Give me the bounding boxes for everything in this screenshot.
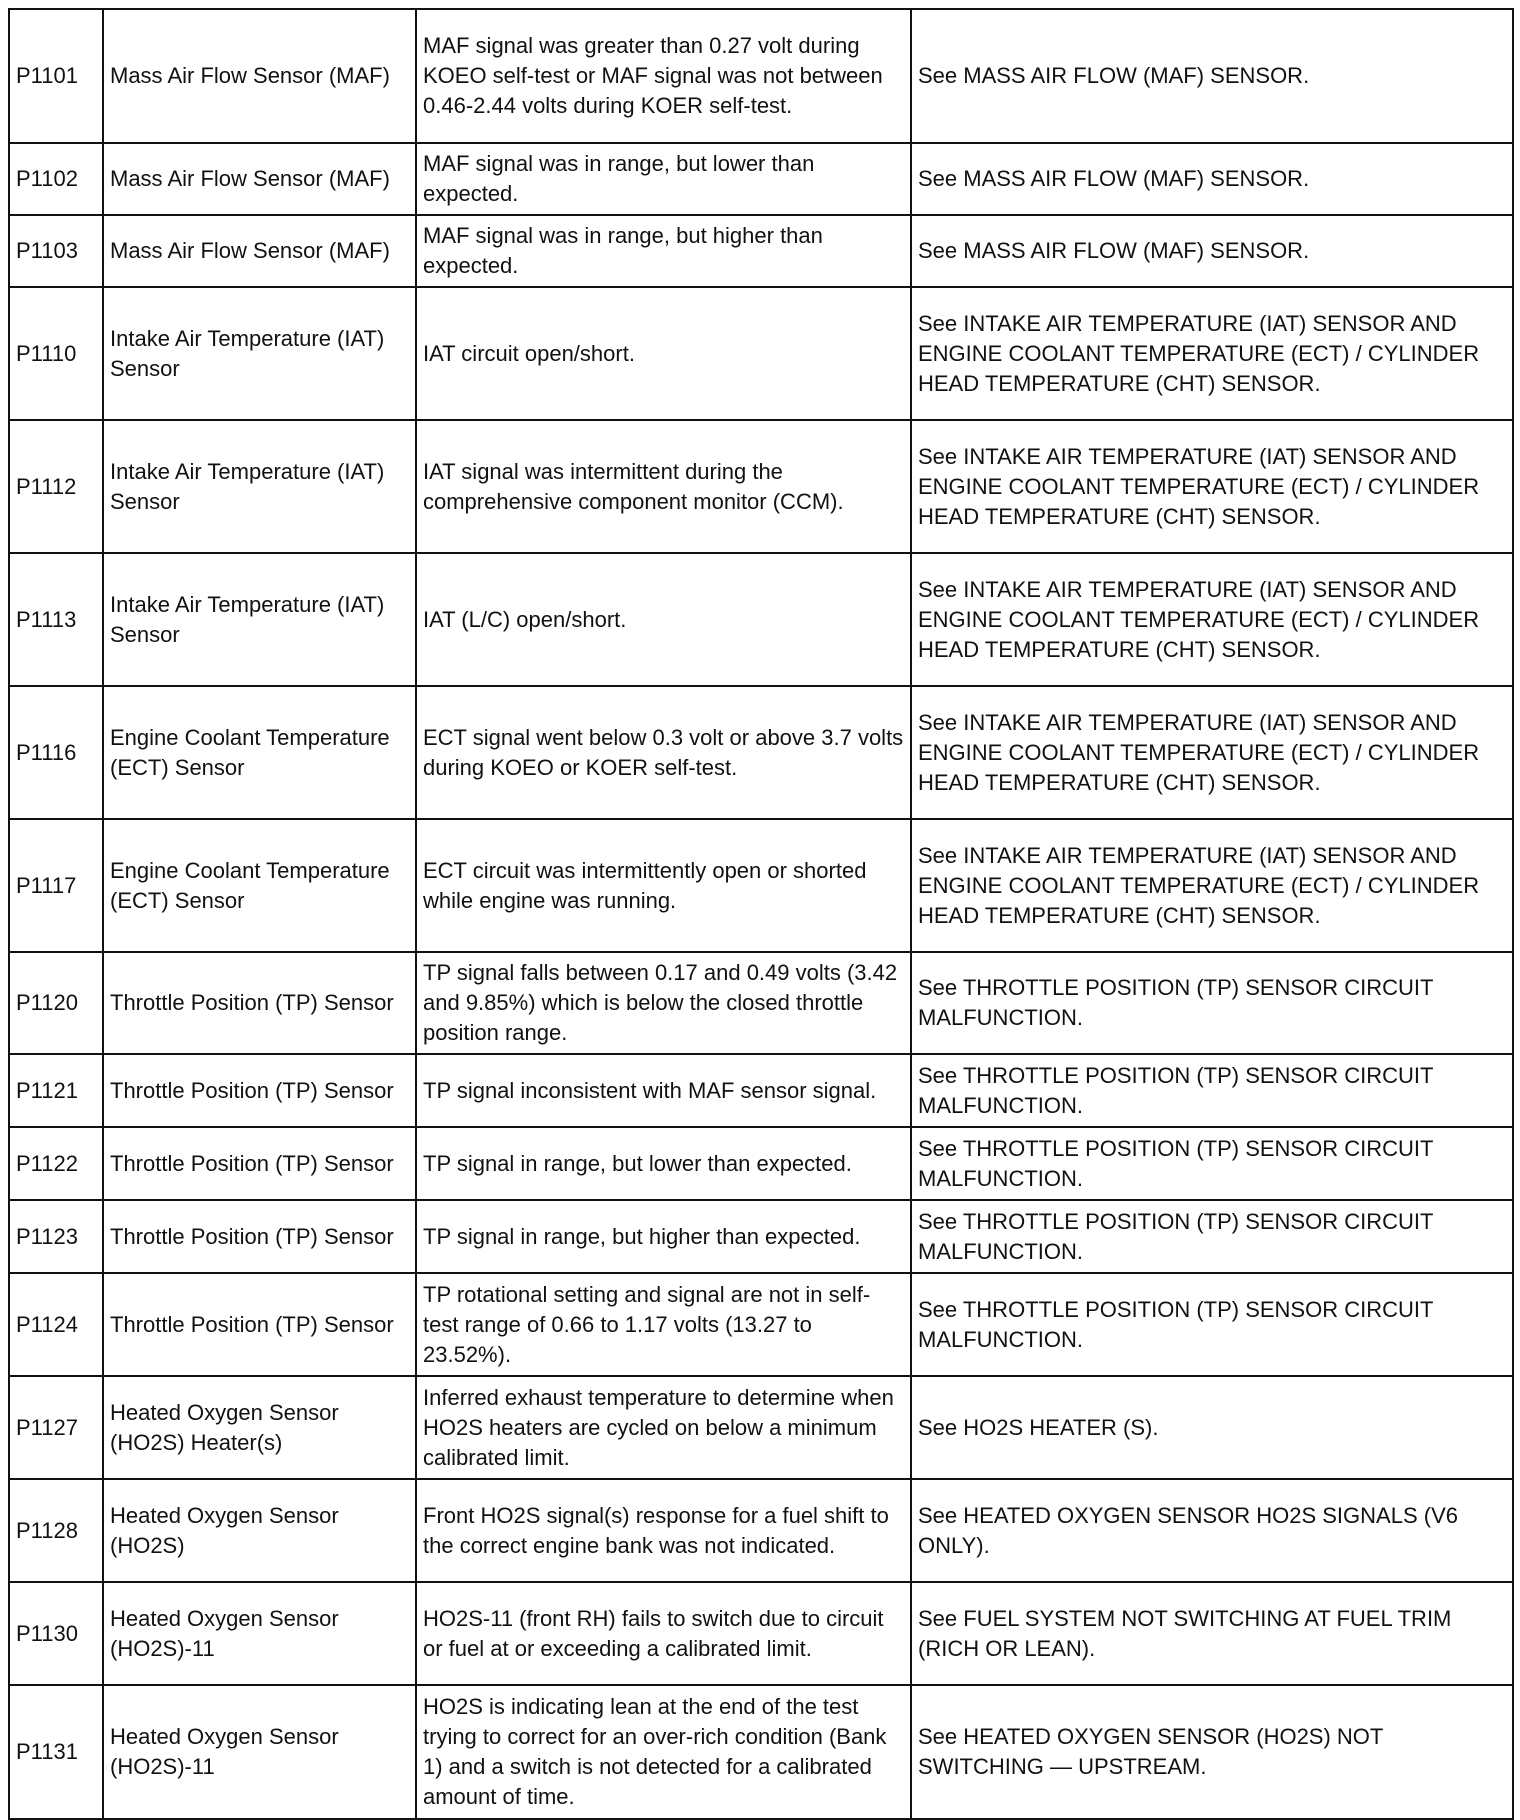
fault-condition: TP rotational setting and signal are not in self-test range of 0.66 to 1.17 volts (13.27 to 23.52%). [416, 1273, 911, 1376]
table-row [9, 9, 1513, 143]
table-row [9, 143, 1513, 215]
dtc-table-body [9, 9, 1513, 1819]
action-reference: See THROTTLE POSITION (TP) SENSOR CIRCUIT MALFUNCTION. [911, 952, 1513, 1054]
fault-condition: MAF signal was in range, but lower than expected. [416, 143, 911, 215]
table-row [9, 1273, 1513, 1376]
fault-condition: IAT signal was intermittent during the comprehensive component monitor (CCM). [416, 420, 911, 553]
dtc-code: P1127 [9, 1376, 103, 1479]
table-row [9, 420, 1513, 553]
action-reference: See INTAKE AIR TEMPERATURE (IAT) SENSOR AND ENGINE COOLANT TEMPERATURE (ECT) / CYLINDER HEAD TEMPERATURE (CHT) SENSOR. [911, 420, 1513, 553]
dtc-code: P1124 [9, 1273, 103, 1376]
table-row [9, 1200, 1513, 1273]
fault-condition: HO2S-11 (front RH) fails to switch due to circuit or fuel at or exceeding a calibrated limit. [416, 1582, 911, 1685]
action-reference: See THROTTLE POSITION (TP) SENSOR CIRCUIT MALFUNCTION. [911, 1273, 1513, 1376]
table-row [9, 287, 1513, 420]
action-reference: See HO2S HEATER (S). [911, 1376, 1513, 1479]
dtc-code: P1117 [9, 819, 103, 952]
dtc-code: P1102 [9, 143, 103, 215]
dtc-code: P1123 [9, 1200, 103, 1273]
table-row [9, 1127, 1513, 1200]
action-reference: See THROTTLE POSITION (TP) SENSOR CIRCUIT MALFUNCTION. [911, 1127, 1513, 1200]
fault-condition: TP signal in range, but lower than expected. [416, 1127, 911, 1200]
fault-condition: TP signal in range, but higher than expected. [416, 1200, 911, 1273]
component-name: Intake Air Temperature (IAT) Sensor [103, 420, 416, 553]
component-name: Throttle Position (TP) Sensor [103, 1127, 416, 1200]
dtc-code: P1128 [9, 1479, 103, 1582]
table-row [9, 819, 1513, 952]
action-reference: See MASS AIR FLOW (MAF) SENSOR. [911, 9, 1513, 143]
fault-condition: HO2S is indicating lean at the end of the test trying to correct for an over-rich condition (Bank 1) and a switch is not detected for a calibrated amount of time. [416, 1685, 911, 1819]
component-name: Engine Coolant Temperature (ECT) Sensor [103, 686, 416, 819]
fault-condition: IAT (L/C) open/short. [416, 553, 911, 686]
component-name: Throttle Position (TP) Sensor [103, 952, 416, 1054]
table-row [9, 686, 1513, 819]
fault-condition: Inferred exhaust temperature to determine when HO2S heaters are cycled on below a minimum calibrated limit. [416, 1376, 911, 1479]
action-reference: See THROTTLE POSITION (TP) SENSOR CIRCUIT MALFUNCTION. [911, 1054, 1513, 1127]
action-reference: See THROTTLE POSITION (TP) SENSOR CIRCUIT MALFUNCTION. [911, 1200, 1513, 1273]
dtc-code: P1113 [9, 553, 103, 686]
component-name: Throttle Position (TP) Sensor [103, 1273, 416, 1376]
action-reference: See FUEL SYSTEM NOT SWITCHING AT FUEL TRIM (RICH OR LEAN). [911, 1582, 1513, 1685]
dtc-code: P1112 [9, 420, 103, 553]
table-row [9, 215, 1513, 287]
dtc-table [8, 8, 1514, 1820]
fault-condition: Front HO2S signal(s) response for a fuel shift to the correct engine bank was not indicated. [416, 1479, 911, 1582]
component-name: Throttle Position (TP) Sensor [103, 1054, 416, 1127]
fault-condition: TP signal falls between 0.17 and 0.49 volts (3.42 and 9.85%) which is below the closed throttle position range. [416, 952, 911, 1054]
table-row [9, 1054, 1513, 1127]
component-name: Mass Air Flow Sensor (MAF) [103, 9, 416, 143]
dtc-code: P1130 [9, 1582, 103, 1685]
action-reference: See HEATED OXYGEN SENSOR HO2S SIGNALS (V6 ONLY). [911, 1479, 1513, 1582]
component-name: Heated Oxygen Sensor (HO2S)-11 [103, 1582, 416, 1685]
table-row [9, 553, 1513, 686]
action-reference: See MASS AIR FLOW (MAF) SENSOR. [911, 215, 1513, 287]
dtc-code: P1120 [9, 952, 103, 1054]
component-name: Heated Oxygen Sensor (HO2S) [103, 1479, 416, 1582]
dtc-code: P1122 [9, 1127, 103, 1200]
table-row [9, 1685, 1513, 1819]
table-row [9, 1376, 1513, 1479]
fault-condition: IAT circuit open/short. [416, 287, 911, 420]
component-name: Intake Air Temperature (IAT) Sensor [103, 287, 416, 420]
component-name: Heated Oxygen Sensor (HO2S) Heater(s) [103, 1376, 416, 1479]
fault-condition: MAF signal was in range, but higher than expected. [416, 215, 911, 287]
dtc-code: P1103 [9, 215, 103, 287]
action-reference: See INTAKE AIR TEMPERATURE (IAT) SENSOR AND ENGINE COOLANT TEMPERATURE (ECT) / CYLINDER HEAD TEMPERATURE (CHT) SENSOR. [911, 686, 1513, 819]
dtc-code: P1131 [9, 1685, 103, 1819]
component-name: Mass Air Flow Sensor (MAF) [103, 143, 416, 215]
table-row [9, 952, 1513, 1054]
dtc-code: P1110 [9, 287, 103, 420]
fault-condition: TP signal inconsistent with MAF sensor signal. [416, 1054, 911, 1127]
component-name: Mass Air Flow Sensor (MAF) [103, 215, 416, 287]
dtc-code: P1116 [9, 686, 103, 819]
action-reference: See MASS AIR FLOW (MAF) SENSOR. [911, 143, 1513, 215]
dtc-code: P1101 [9, 9, 103, 143]
table-row [9, 1582, 1513, 1685]
component-name: Engine Coolant Temperature (ECT) Sensor [103, 819, 416, 952]
action-reference: See HEATED OXYGEN SENSOR (HO2S) NOT SWITCHING — UPSTREAM. [911, 1685, 1513, 1819]
action-reference: See INTAKE AIR TEMPERATURE (IAT) SENSOR AND ENGINE COOLANT TEMPERATURE (ECT) / CYLINDER HEAD TEMPERATURE (CHT) SENSOR. [911, 553, 1513, 686]
dtc-code: P1121 [9, 1054, 103, 1127]
component-name: Throttle Position (TP) Sensor [103, 1200, 416, 1273]
fault-condition: ECT circuit was intermittently open or shorted while engine was running. [416, 819, 911, 952]
fault-condition: ECT signal went below 0.3 volt or above 3.7 volts during KOEO or KOER self-test. [416, 686, 911, 819]
action-reference: See INTAKE AIR TEMPERATURE (IAT) SENSOR AND ENGINE COOLANT TEMPERATURE (ECT) / CYLINDER HEAD TEMPERATURE (CHT) SENSOR. [911, 819, 1513, 952]
action-reference: See INTAKE AIR TEMPERATURE (IAT) SENSOR AND ENGINE COOLANT TEMPERATURE (ECT) / CYLINDER HEAD TEMPERATURE (CHT) SENSOR. [911, 287, 1513, 420]
component-name: Intake Air Temperature (IAT) Sensor [103, 553, 416, 686]
table-row [9, 1479, 1513, 1582]
fault-condition: MAF signal was greater than 0.27 volt during KOEO self-test or MAF signal was not between 0.46-2.44 volts during KOER self-test. [416, 9, 911, 143]
component-name: Heated Oxygen Sensor (HO2S)-11 [103, 1685, 416, 1819]
